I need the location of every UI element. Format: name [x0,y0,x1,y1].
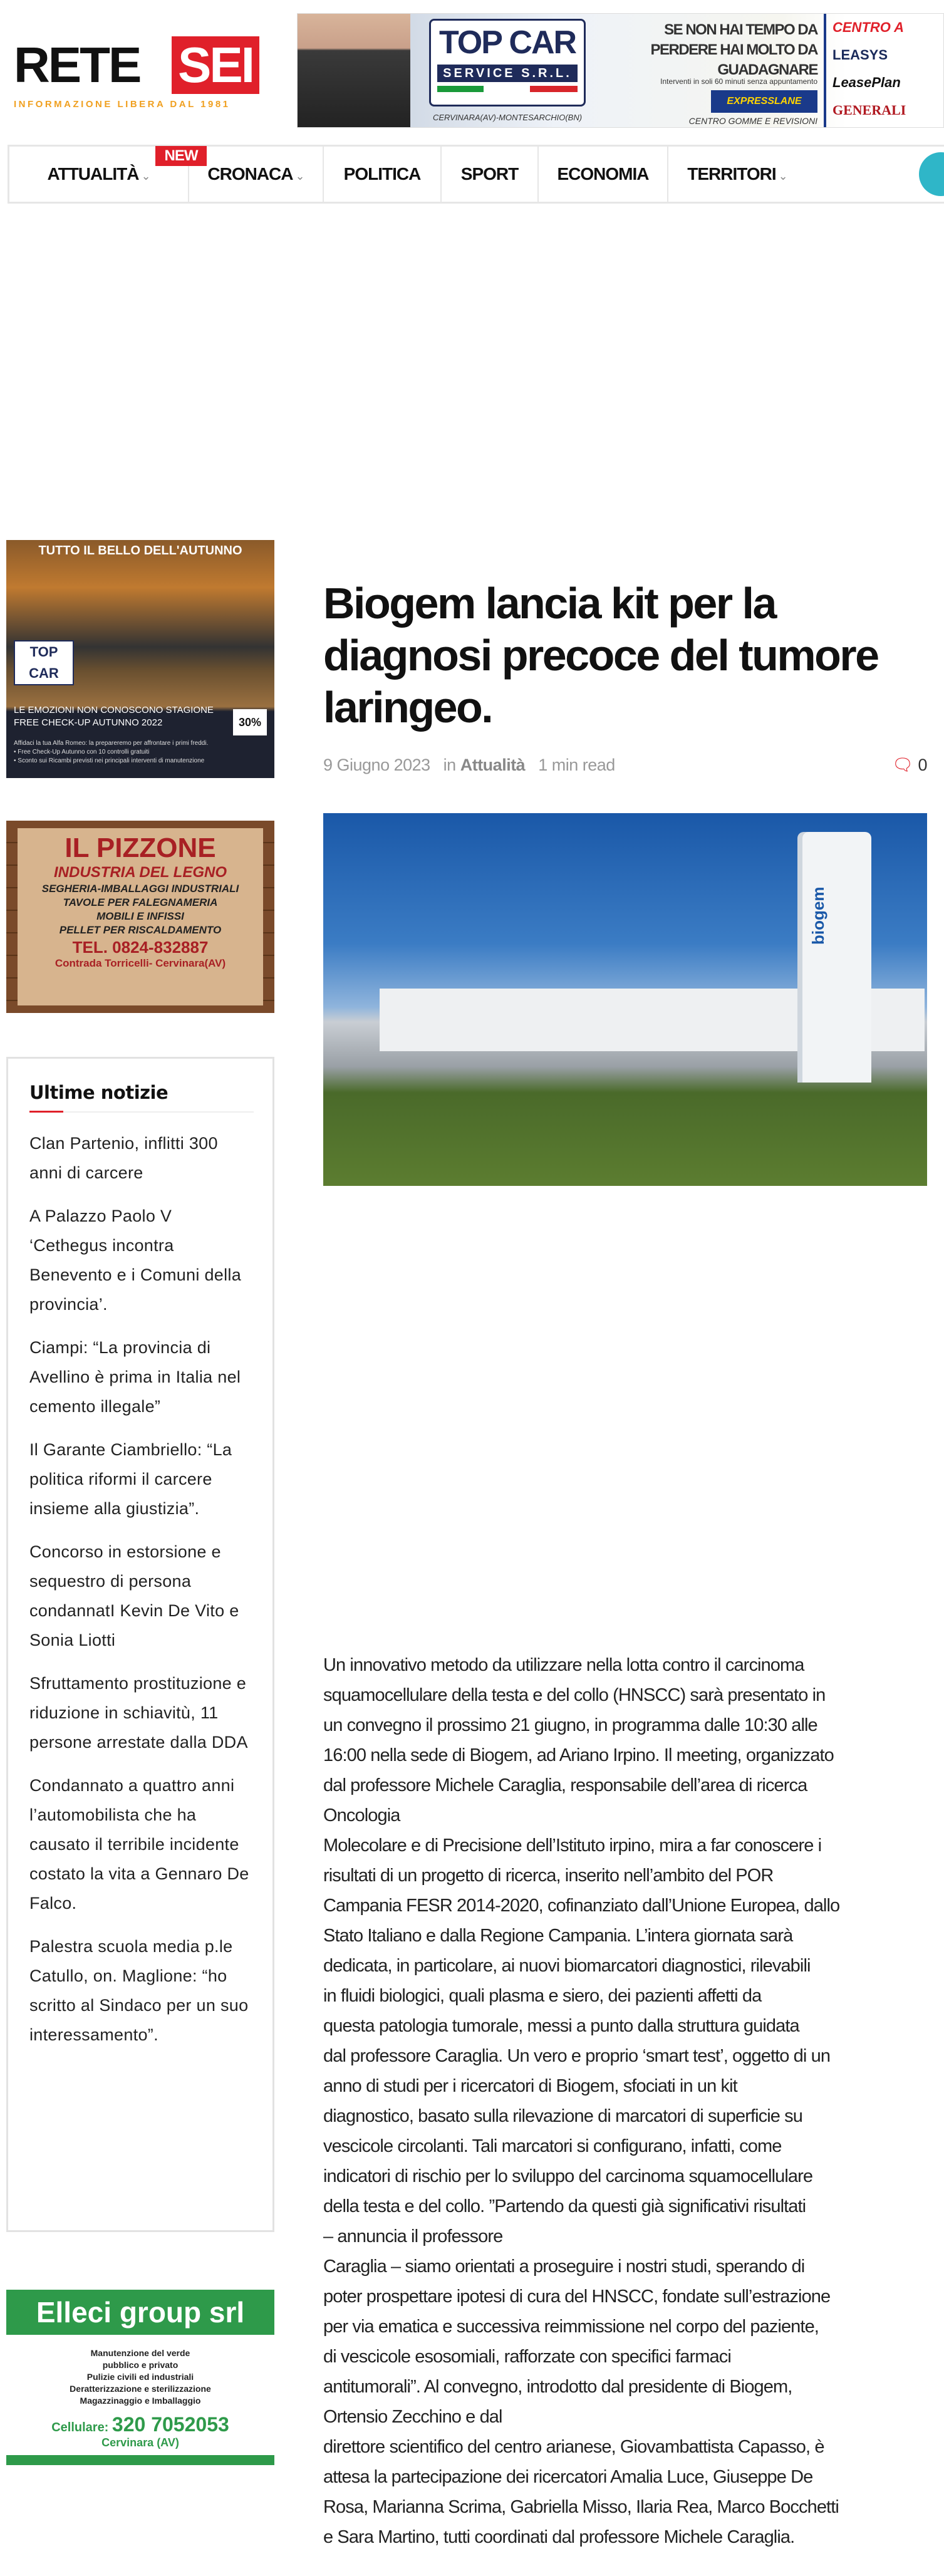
article-title: Biogem lancia kit per la diagnosi precoce del tumore laringeo. [323,579,878,732]
ad-line: MOBILI E INFISSI [96,910,184,922]
news-link[interactable]: Il Garante Ciambriello: “La politica riformi il carcere insieme alla giustizia”. [29,1440,232,1518]
ad-subtitle: INDUSTRIA DEL LEGNO [53,864,227,881]
body-line: attesa la partecipazione dei ricercatori Amalia Luce, Giuseppe De [323,2467,813,2487]
ad-cell-label: Cellulare: [51,2421,109,2434]
comments-link[interactable] [892,754,927,776]
body-line: Rosa, Marianna Scrima, Gabriella Misso, Ilaria Rea, Marco Bocchetti [323,2497,839,2517]
ad-address: Contrada Torricelli- Cervinara(AV) [54,957,226,969]
body-line: questa patologia tumorale, messi a punto dalla struttura guidata [323,2016,799,2036]
ad-text: LE EMOZIONI NON CONOSCONO STAGIONE FREE CHECK-UP AUTUNNO 2022 [14,705,214,728]
topcar-autumn-ad[interactable] [6,540,274,778]
ad-discount: 30% [233,709,267,735]
nav-label: ECONOMIA [557,164,649,184]
news-link[interactable]: Ciampi: “La provincia di Avellino è prima in Italia nel cemento illegale” [29,1338,241,1416]
body-line: 16:00 nella sede di Biogem, ad Ariano Irpino. Il meeting, organizzato [323,1745,834,1765]
article-hero-image [323,813,927,1186]
ad-bullets: Affidaci la tua Alfa Romeo: la prepareremo per affrontare i primi freddi. • Free Check-Up Autunno con 10 controlli gratuiti • Sconto sui Ricambi previsti nei principali interventi di manutenzione [14,740,209,764]
news-link[interactable]: Sfruttamento prostituzione e riduzione in schiavitù, 11 persone arrestate dalla DDA [29,1674,248,1752]
body-line: diagnostico, basato sulla rilevazione di marcatori di superficie su [323,2106,803,2126]
news-link[interactable]: A Palazzo Paolo V ‘Cethegus incontra Benevento e i Comuni della provincia’. [29,1207,242,1314]
ad-headline: TUTTO IL BELLO DELL'AUTUNNO [38,544,242,558]
ad-line: SEGHERIA-IMBALLAGGI INDUSTRIALI [41,883,239,895]
site-logo[interactable] [14,36,259,112]
body-line: un convegno il prossimo 21 giugno, in programma dalle 10:30 alle [323,1715,817,1735]
comment-count: 0 [918,756,927,774]
body-line: dedicata, in particolare, ai nuovi biomarcatori diagnostici, rilevabili [323,1956,811,1976]
nav-label: CRONACA [207,164,293,184]
body-line: dal professore Caraglia. Un vero e proprio ‘smart test’, oggetto di un [323,2046,831,2066]
body-line: della testa e del collo. ”Partendo da questi già significativi risultati [323,2196,806,2216]
article-header-column [323,578,927,1186]
body-line: Un innovativo metodo da utilizzare nella lotta contro il carcinoma [323,1655,804,1675]
banner-person-image [298,14,410,128]
banner-slogan: SE NON HAI TEMPO DA PERDERE HAI MOLTO DA GUADAGNARE [650,21,817,78]
chevron-down-icon: ⌄ [295,170,304,182]
body-line: direttore scientifico del centro arianese, Giovambattista Capasso, è [323,2437,824,2457]
main-nav [8,145,944,204]
nav-item-cronaca[interactable] [189,147,324,202]
sign-totem [802,832,871,1083]
news-link[interactable]: Palestra scuola media p.le Catullo, on. Maglione: “ho scritto al Sindaco per un suo interessamento”. [29,1937,249,2044]
logo-tagline: INFORMAZIONE LIBERA DAL 1981 [14,99,231,110]
ad-cell: 320 7052053 [112,2413,229,2436]
banner-expresslane: EXPRESSLANE [711,90,817,113]
ad-title: IL PIZZONE [65,833,216,863]
ad-line: Pulizie civili ed industriali [86,2372,194,2382]
body-line: vescicole circolanti. Tali marcatori si configurano, infatti, come [323,2136,782,2156]
body-line: risultati di un progetto di ricerca, inserito nell’ambito del POR [323,1866,774,1886]
article-date: 9 Giugno 2023 [323,756,430,774]
chevron-down-icon: ⌄ [141,170,150,182]
new-badge: NEW [155,146,207,166]
nav-label: TERRITORI [687,164,776,184]
body-line: per via ematica e successiva reimmissione nel corpo del paziente, [323,2317,819,2337]
banner-footer: CENTRO GOMME E REVISIONI [688,116,817,126]
partner: LEASYS [832,47,888,63]
sign-text: biogem [809,886,827,945]
partner: CENTRO A [832,19,905,35]
banner-brand-sub: SERVICE S.R.L. [437,65,578,82]
logo-rete: RETE [14,37,140,93]
news-link[interactable]: Concorso in estorsione e sequestro di persona condannatI Kevin De Vito e Sonia Liotti [29,1542,239,1649]
body-line: Oncologia [323,1805,400,1826]
body-line: squamocellulare della testa e del collo (HNSCC) sarà presentato in [323,1685,826,1705]
ad-brand: TOP CAR [14,640,74,685]
banner-location: CERVINARA(AV)-MONTESARCHIO(BN) [432,113,583,122]
banner-brand-box [429,19,586,106]
top-banner-ad[interactable] [297,13,944,128]
widget-divider [29,1111,254,1113]
body-line: Caraglia – siamo orientati a proseguire i nostri studi, sperando di [323,2257,805,2277]
latest-news-widget [6,1057,274,2232]
logo-sei: SEI [172,36,259,94]
body-line: Campania FESR 2014-2020, cofinanziato dall’Unione Europea, dallo [323,1896,840,1916]
body-line: Ortensio Zecchino e dal [323,2407,502,2427]
read-time: 1 min read [538,756,615,774]
sidebar-column [6,1057,274,2465]
body-line: e Sara Martino, tutti coordinati dal professore Michele Caraglia. [323,2527,795,2547]
pizzone-ad[interactable] [6,821,274,1013]
ad-line: Magazzinaggio e Imballaggio [80,2396,201,2406]
nav-item-sport[interactable] [442,147,539,202]
ad-city: Cervinara (AV) [101,2436,179,2449]
body-line: indicatori di rischio per lo sviluppo del carcinoma squamocellulare [323,2166,813,2186]
body-line: poter prospettare ipotesi di cura del HNSCC, fondate sull’estrazione [323,2287,831,2307]
article-body [323,1650,943,2552]
ad-line: Deratterizzazione e sterilizzazione [70,2384,211,2394]
nav-item-territori[interactable] [668,147,806,202]
nav-item-economia[interactable] [539,147,668,202]
widget-title: Ultime notizie [29,1082,169,1103]
body-line: Molecolare e di Precisione dell’Istituto irpino, mira a far conoscere i [323,1836,822,1856]
ad-bar [6,2455,274,2465]
body-line: dal professore Michele Caraglia, responsabile dell’area di ricerca [323,1775,807,1795]
meta-in: in [443,756,456,774]
body-line: – annuncia il professore [323,2226,503,2246]
body-line: in fluidi biologici, quali plasma e siero, dei pazienti affetti da [323,1986,762,2006]
partner: LeasePlan [832,75,901,90]
banner-brand: TOP CAR [438,24,576,61]
elleci-ad[interactable] [6,2290,274,2465]
nav-label: SPORT [460,164,519,184]
nav-label: POLITICA [343,164,421,184]
nav-label: ATTUALITÀ [47,164,139,184]
partner: GENERALI [832,102,906,118]
italian-flag-icon [437,86,578,92]
body-line: di vescicole esosomiali, rafforzate con specifici farmaci [323,2347,731,2367]
ad-title: Elleci group srl [6,2290,274,2335]
body-line: anno di studi per i ricercatori di Biogem, sfociati in un kit [323,2076,737,2096]
news-link[interactable]: Condannato a quattro anni l’automobilista che ha causato il terribile incidente costato la vita a Gennaro De Falco. [29,1776,249,1913]
nav-item-politica[interactable] [324,147,442,202]
article-category-link[interactable]: Attualità [460,756,526,774]
body-line: antitumorali”. Al convegno, introdotto dal presidente di Biogem, [323,2377,792,2397]
article-meta [323,754,927,776]
body-line: Stato Italiano e dalla Regione Campania. L’intera giornata sarà [323,1926,793,1946]
banner-partners [824,14,944,128]
ad-phone: TEL. 0824-832887 [72,938,209,957]
ad-line: pubblico e privato [102,2360,179,2370]
banner-note: Interventi in soli 60 minuti senza appuntamento [660,77,817,86]
news-link[interactable]: Clan Partenio, inflitti 300 anni di carcere [29,1134,218,1182]
chevron-down-icon: ⌄ [778,170,787,182]
ad-line: PELLET PER RISCALDAMENTO [59,924,222,936]
comment-icon: 🗨 [891,756,913,774]
ad-line: Manutenzione del verde [90,2348,190,2358]
ad-line: TAVOLE PER FALEGNAMERIA [63,896,218,908]
